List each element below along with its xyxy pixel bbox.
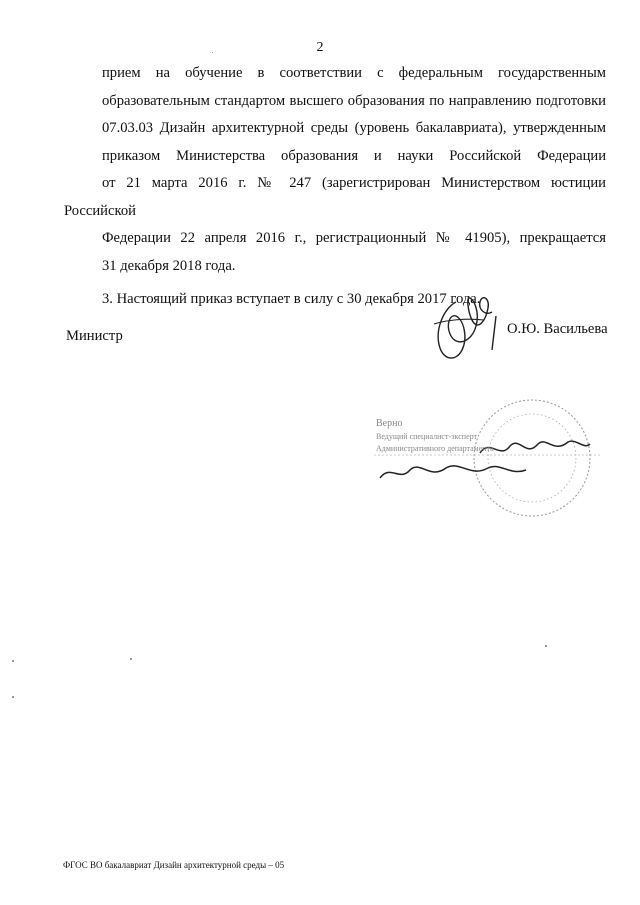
text-line: приказом Министерства образования и науки Российской Федерации — [102, 147, 606, 164]
stamp-text-verno: Верно — [376, 418, 403, 429]
minister-name: О.Ю. Васильева — [507, 321, 608, 337]
text-line: 07.03.03 Дизайн архитектурной среды (уровень бакалавриата), утвержденным — [102, 120, 606, 136]
paragraph-effective-date: 3. Настоящий приказ вступает в силу с 30 декабря 2017 года. — [102, 291, 481, 307]
stamp-seal — [370, 398, 602, 528]
text-line: 31 декабря 2018 года. — [102, 257, 236, 274]
scan-speck — [545, 645, 547, 647]
minister-signature — [426, 290, 506, 372]
scan-speck — [12, 696, 14, 698]
paragraph-termination — [64, 60, 606, 280]
page-number: 2 — [316, 40, 324, 55]
text-line: Федерации 22 апреля 2016 г., регистрационный № 41905), прекращается — [102, 230, 606, 246]
stamp-text-position: Ведущий специалист-эксперт — [376, 432, 478, 441]
text-line: от 21 марта 2016 г. № 247 (зарегистрирован Министерством юстиции Российской — [64, 175, 606, 219]
stamp-text-department: Административного департамента — [376, 444, 494, 453]
scan-speck — [130, 658, 132, 660]
scan-speck — [212, 52, 213, 53]
document-body — [64, 60, 606, 314]
document-footer: ФГОС ВО бакалавриат Дизайн архитектурной среды – 05 — [63, 860, 285, 870]
scan-speck — [12, 660, 14, 662]
certification-stamp — [370, 398, 602, 528]
text-line: образовательным стандартом высшего образования по направлению подготовки — [102, 92, 606, 109]
minister-title: Министр — [66, 328, 123, 344]
text-line: прием на обучение в соответствии с федеральным государственным — [102, 65, 606, 81]
